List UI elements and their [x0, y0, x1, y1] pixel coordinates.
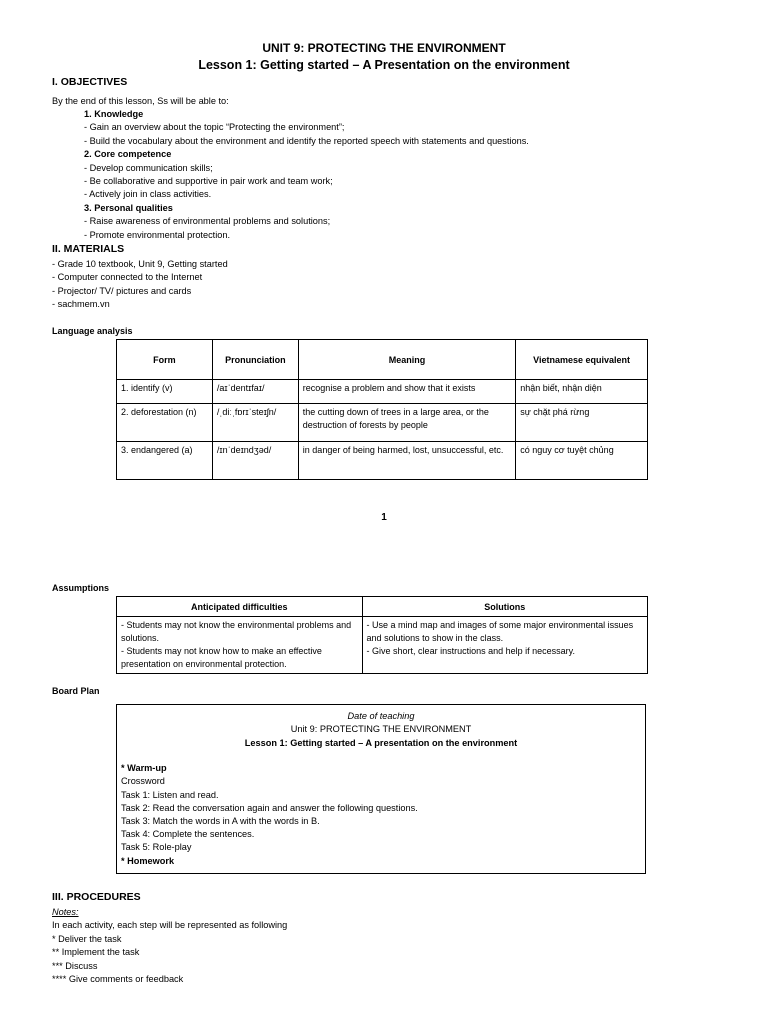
- list-item: - Grade 10 textbook, Unit 9, Getting started: [52, 259, 228, 269]
- list-item: - Actively join in class activities.: [84, 189, 212, 200]
- language-table: [116, 339, 648, 480]
- list-item: * Deliver the task: [52, 933, 122, 944]
- procedures-heading: III. PROCEDURES: [52, 891, 141, 903]
- list-item: Task 5: Role-play: [121, 842, 192, 853]
- table-row: 2. deforestation (n) /ˌdiːˌfɒrɪˈsteɪʃn/ the cutting down of trees in a large area, or the destruction of forests by people sự chặt phá rừng: [117, 404, 648, 442]
- list-item: Task 4: Complete the sentences.: [121, 829, 255, 840]
- list-item: - Computer connected to the Internet: [52, 272, 203, 283]
- list-item: - Develop communication skills;: [84, 162, 213, 173]
- list-item: **** Give comments or feedback: [52, 973, 184, 984]
- unit-title: UNIT 9: PROTECTING THE ENVIRONMENT: [262, 41, 506, 55]
- objectives-list: [84, 108, 529, 242]
- board-plan-label: Board Plan: [52, 686, 100, 696]
- list-item: *** Discuss: [52, 960, 98, 971]
- list-item: - Be collaborative and supportive in pair work and team work;: [84, 175, 333, 186]
- objectives-heading: I. OBJECTIVES: [52, 76, 128, 88]
- board-plan-box: [116, 704, 646, 874]
- procedures-notes: [52, 906, 287, 986]
- list-item: - Build the vocabulary about the environment and identify the reported speech with statements and questions.: [84, 135, 529, 146]
- header-form: Form: [117, 340, 213, 380]
- board-date: Date of teaching: [347, 711, 415, 721]
- page-number: 1: [381, 512, 387, 523]
- board-lesson: Lesson 1: Getting started – A presentation on the environment: [244, 737, 518, 748]
- assumptions-label: Assumptions: [52, 583, 110, 593]
- header-vietnamese: Vietnamese equivalent: [516, 340, 648, 380]
- table-row: 1. identify (v) /aɪˈdentɪfaɪ/ recognise a problem and show that it exists nhận biết, nhận diện: [117, 380, 648, 404]
- list-item: In each activity, each step will be represented as following: [52, 920, 288, 931]
- knowledge-heading: 1. Knowledge: [84, 109, 144, 119]
- assumptions-table: [116, 596, 648, 674]
- core-heading: 2. Core competence: [84, 149, 172, 160]
- objectives-intro: By the end of this lesson, Ss will be able to:: [52, 96, 229, 106]
- list-item: - Promote environmental protection.: [84, 229, 231, 240]
- header-meaning: Meaning: [298, 340, 515, 380]
- header-difficulties: Anticipated difficulties: [117, 597, 363, 617]
- list-item: Task 3: Match the words in A with the words in B.: [121, 816, 320, 827]
- list-item: - sachmem.vn: [52, 299, 110, 310]
- list-item: ** Implement the task: [52, 947, 140, 958]
- materials-heading: II. MATERIALS: [52, 243, 125, 255]
- personal-heading: 3. Personal qualities: [84, 202, 173, 213]
- list-item: Task 1: Listen and read.: [121, 789, 219, 800]
- language-analysis-label: Language analysis: [52, 326, 133, 336]
- board-homework: * Homework: [121, 855, 175, 866]
- board-warmup: * Warm-up: [121, 763, 167, 774]
- list-item: Task 2: Read the conversation again and answer the following questions.: [121, 802, 418, 813]
- list-item: - Raise awareness of environmental problems and solutions;: [84, 216, 331, 227]
- list-item: Crossword: [121, 776, 165, 787]
- list-item: - Gain an overview about the topic “Protecting the environment”;: [84, 122, 345, 133]
- table-row: - Students may not know the environmental problems and solutions. - Students may not know how to make an effective presentation on environmental protection. - Use a mind map and images of some major environmental issues and solutions to show in the class. - Give short, clear instructions and help if necessary.: [117, 617, 648, 674]
- list-item: - Projector/ TV/ pictures and cards: [52, 285, 192, 296]
- board-unit: Unit 9: PROTECTING THE ENVIRONMENT: [290, 724, 472, 735]
- header-solutions: Solutions: [362, 597, 647, 617]
- notes-label: Notes:: [52, 907, 79, 917]
- materials-list: [52, 258, 228, 312]
- lesson-title: Lesson 1: Getting started – A Presentation on the environment: [198, 58, 570, 72]
- header-pronunciation: Pronunciation: [212, 340, 298, 380]
- table-row: 3. endangered (a) /ɪnˈdeɪndʒəd/ in danger of being harmed, lost, unsuccessful, etc. có nguy cơ tuyệt chủng: [117, 442, 648, 480]
